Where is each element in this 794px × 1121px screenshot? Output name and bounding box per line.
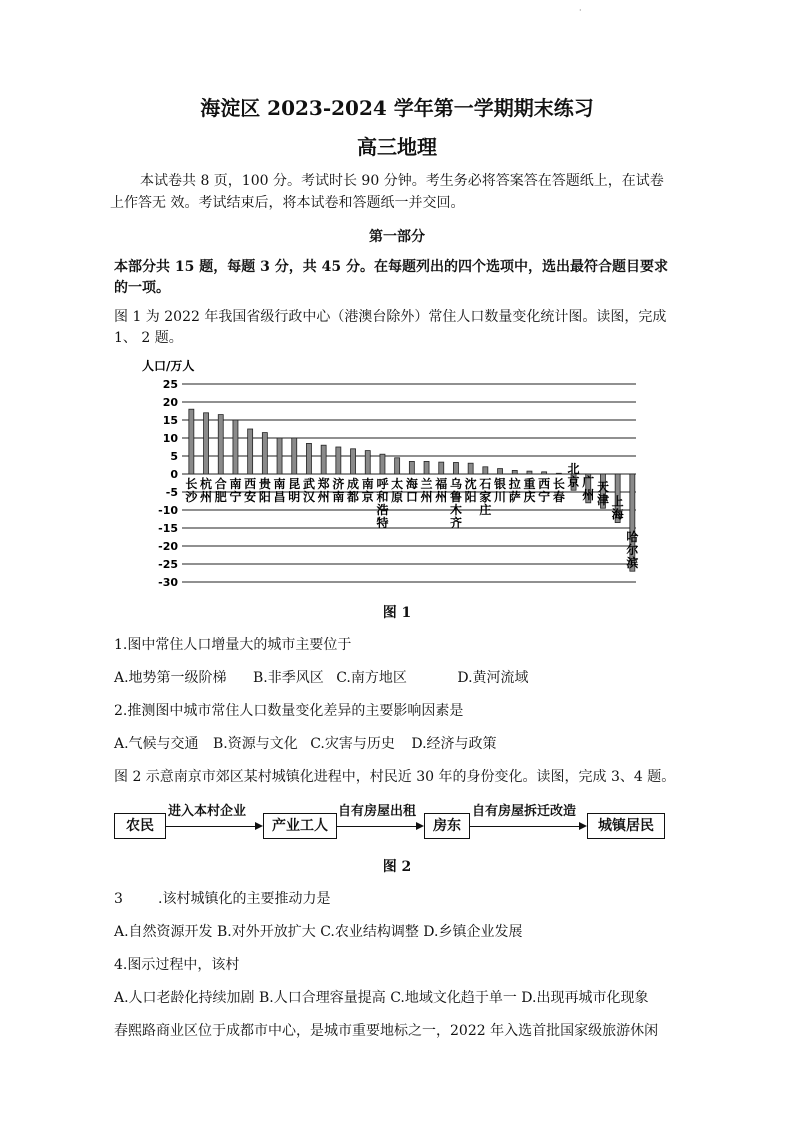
page-title: 海淀区 2023-2024 学年第一学期期末练习: [200, 96, 594, 120]
flow-arrow-2: [336, 826, 418, 827]
question-3: [114, 888, 330, 908]
bar-10: [321, 445, 326, 474]
category-label: 海口: [405, 477, 418, 504]
flow-box-landlord: 房东: [424, 813, 470, 839]
population-change-chart: [140, 352, 650, 594]
bar-15: [395, 458, 400, 474]
bar-11: [336, 447, 341, 474]
q1-option-b[interactable]: B.非季风区: [253, 670, 324, 686]
bar-25: [542, 472, 547, 474]
q2-option-a[interactable]: A.气候与交通: [114, 736, 199, 752]
y-tick-label: -25: [158, 558, 178, 571]
bar-8: [292, 438, 297, 474]
bar-21: [483, 467, 488, 474]
question-1-options: [114, 667, 529, 687]
flow-box-worker: 产业工人: [263, 813, 337, 839]
q1-option-d[interactable]: D.黄河流域: [457, 670, 529, 686]
category-label: 福州: [435, 477, 448, 504]
y-tick-label: -10: [158, 504, 178, 517]
corner-dot: ·: [579, 6, 582, 15]
page-subtitle: 高三地理: [357, 135, 437, 159]
category-label: 南昌: [273, 477, 286, 504]
bar-14: [380, 454, 385, 474]
question-3-options[interactable]: A.自然资源开发 B.对外开放扩大 C.农业结构调整 D.乡镇企业发展: [114, 924, 523, 940]
fig2-intro: 图 2 示意南京市郊区某村城镇化进程中，村民近 30 年的身份变化。读图，完成 3、4 题。: [114, 769, 676, 785]
category-label: 南京: [361, 477, 374, 504]
question-1: 1.图中常住人口增量大的城市主要位于: [114, 637, 352, 653]
category-label: 呼和浩特: [376, 477, 389, 530]
flow-arrowhead-1: [255, 822, 263, 830]
bar-3: [218, 415, 223, 474]
fig1-caption: 图 1: [382, 605, 412, 621]
category-label: 南宁: [229, 477, 242, 504]
flow-label-1: 进入本村企业: [168, 804, 247, 819]
category-label: 哈尔滨: [626, 530, 639, 571]
q2-option-b[interactable]: B.资源与文化: [213, 736, 298, 752]
question-4-options[interactable]: A.人口老龄化持续加剧 B.人口合理容量提高 C.地域文化趋于单一 D.出现再城市化现象: [114, 990, 649, 1006]
bar-26: [556, 473, 561, 474]
identity-flow-diagram: [112, 800, 672, 850]
y-axis-label: 人口/万人: [142, 359, 195, 373]
category-label: 武汉: [302, 477, 315, 504]
category-label: 郑州: [317, 477, 330, 504]
bar-9: [306, 443, 311, 474]
y-tick-label: -5: [165, 486, 178, 499]
bar-4: [233, 420, 238, 474]
category-label: 西安: [244, 477, 257, 504]
y-tick-label: -15: [158, 522, 178, 535]
q3-text: .该村城镇化的主要推动力是: [158, 891, 331, 907]
intro-line-2: 上作答无 效。考试结束后，将本试卷和答题纸一并交回。: [110, 195, 465, 211]
fig1-intro-line-1: 图 1 为 2022 年我国省级行政中心（港澳台除外）常住人口数量变化统计图。读图，完成: [114, 309, 667, 325]
bar-12: [351, 449, 356, 474]
flow-box-farmer: 农民: [114, 813, 166, 839]
bar-20: [468, 463, 473, 474]
y-tick-label: 20: [162, 396, 178, 409]
y-tick-label: 10: [162, 432, 178, 445]
q2-option-c[interactable]: C.灾害与历史: [310, 736, 395, 752]
bar-23: [512, 470, 517, 474]
category-label: 重庆: [523, 477, 536, 504]
fig2-caption: 图 2: [382, 859, 412, 875]
category-label: 广州: [582, 474, 595, 502]
y-tick-label: 25: [162, 378, 178, 391]
intro-line-1: 本试卷共 8 页，100 分。考试时长 90 分钟。考生务必将答案答在答题纸上，在试卷: [140, 173, 664, 189]
bar-13: [365, 451, 370, 474]
bar-5: [248, 429, 253, 474]
y-tick-label: -30: [158, 576, 178, 589]
question-2: 2.推测图中城市常住人口数量变化差异的主要影响因素是: [114, 703, 464, 719]
bar-22: [498, 469, 503, 474]
bar-16: [409, 461, 414, 474]
q1-option-c[interactable]: C.南方地区: [336, 670, 407, 686]
bar-24: [527, 471, 532, 474]
fig1-intro-line-2: 1、 2 题。: [114, 330, 183, 346]
q1-option-a[interactable]: A.地势第一级阶梯: [114, 670, 227, 686]
bar-17: [424, 461, 429, 474]
flow-arrow-1: [165, 826, 257, 827]
category-label: 昆明: [288, 477, 301, 504]
category-label: 天津: [596, 480, 609, 508]
category-label: 石家庄: [479, 477, 492, 517]
part-desc-line-2: 的一项。: [114, 280, 170, 296]
q2-option-d[interactable]: D.经济与政策: [411, 736, 497, 752]
bar-1: [189, 409, 194, 474]
category-label: 乌鲁木齐: [449, 477, 462, 530]
category-label: 北京: [567, 462, 580, 490]
y-tick-label: 5: [170, 450, 178, 463]
flow-label-2: 自有房屋出租: [338, 804, 417, 819]
category-label: 成都: [347, 477, 360, 504]
bar-2: [204, 413, 209, 474]
category-label: 杭州: [200, 477, 213, 504]
bar-7: [277, 438, 282, 474]
category-label: 拉萨: [508, 477, 521, 504]
category-label: 银川: [494, 477, 507, 504]
bar-6: [262, 433, 267, 474]
part-desc-line-1: 本部分共 15 题，每题 3 分，共 45 分。在每题列出的四个选项中，选出最符合题目要求: [114, 259, 668, 275]
question-4: 4.图示过程中，该村: [114, 957, 240, 973]
category-label: 贵阳: [258, 477, 271, 504]
category-label: 兰州: [420, 477, 433, 504]
category-label: 长春: [552, 477, 565, 504]
passage-last-line: 春熙路商业区位于成都市中心，是城市重要地标之一，2022 年入选首批国家级旅游休闲: [114, 1023, 659, 1039]
category-label: 太原: [391, 477, 404, 504]
category-label: 济南: [332, 477, 345, 504]
y-tick-label: 15: [162, 414, 178, 427]
category-label: 合肥: [214, 477, 227, 504]
category-label: 沈阳: [464, 477, 477, 504]
y-tick-label: 0: [170, 468, 178, 481]
question-2-options: [114, 733, 497, 753]
category-label: 西宁: [538, 477, 551, 504]
bar-18: [439, 462, 444, 474]
part-title: 第一部分: [369, 229, 425, 245]
flow-box-urban-resident: 城镇居民: [587, 813, 665, 839]
flow-arrowhead-2: [416, 822, 424, 830]
flow-arrow-3: [469, 826, 581, 827]
flow-arrowhead-3: [579, 822, 587, 830]
y-tick-label: -20: [158, 540, 178, 553]
category-label: 长沙: [185, 477, 198, 504]
bar-19: [453, 462, 458, 474]
category-label: 上海: [611, 494, 624, 522]
q3-number: 3: [114, 891, 123, 907]
flow-label-3: 自有房屋拆迁改造: [472, 804, 577, 819]
